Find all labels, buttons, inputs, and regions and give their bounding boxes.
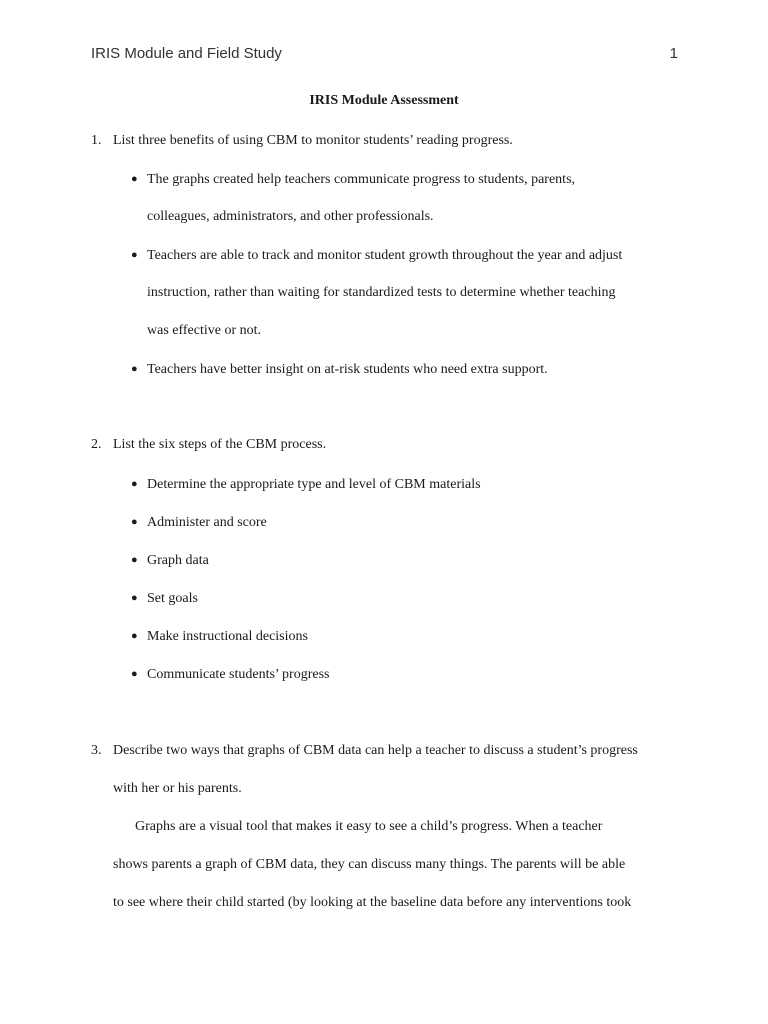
bullet-icon: ● (131, 478, 138, 490)
list-item-text: Set goals (147, 591, 198, 606)
list-item-text: The graphs created help teachers communicate progress to students, parents, (147, 172, 576, 187)
document-title: IRIS Module Assessment (309, 93, 459, 108)
question-prompt: Describe two ways that graphs of CBM data can help a teacher to discuss a student’s progress (113, 743, 638, 758)
list-item-continuation: colleagues, administrators, and other professionals. (147, 209, 434, 224)
list-item-text: Determine the appropriate type and level of CBM materials (147, 477, 481, 492)
list-item (131, 626, 308, 647)
page-number: 1 (669, 45, 678, 62)
bullet-icon: ● (131, 554, 138, 566)
question-1 (91, 131, 691, 151)
list-item-text: Teachers are able to track and monitor student growth throughout the year and adjust (147, 248, 623, 263)
list-item (131, 359, 548, 380)
list-item-text: Make instructional decisions (147, 629, 308, 644)
question-number: 3. (91, 743, 102, 758)
bullet-icon: ● (131, 592, 138, 604)
bullet-icon: ● (131, 363, 138, 375)
list-item (131, 550, 209, 571)
bullet-icon: ● (131, 516, 138, 528)
question-number: 2. (91, 437, 102, 452)
question-prompt: List three benefits of using CBM to monitor students’ reading progress. (113, 133, 513, 148)
list-item (131, 169, 575, 190)
bullet-icon: ● (131, 249, 138, 261)
question-3 (91, 741, 691, 761)
list-item-text: Administer and score (147, 515, 267, 530)
list-item (131, 245, 622, 266)
list-item-text: Communicate students’ progress (147, 667, 330, 682)
list-item (131, 664, 330, 685)
bullet-icon: ● (131, 173, 138, 185)
question-prompt: List the six steps of the CBM process. (113, 437, 327, 452)
list-item (131, 474, 481, 495)
bullet-icon: ● (131, 630, 138, 642)
running-header (91, 45, 678, 65)
answer-paragraph-line: shows parents a graph of CBM data, they can discuss many things. The parents will be able (113, 857, 626, 872)
list-item-text: Graph data (147, 553, 209, 568)
list-item (131, 512, 267, 533)
list-item-text: Teachers have better insight on at-risk students who need extra support. (147, 362, 548, 377)
answer-paragraph-line: Graphs are a visual tool that makes it easy to see a child’s progress. When a teacher (135, 819, 603, 834)
question-prompt-continuation: with her or his parents. (113, 781, 242, 796)
answer-paragraph-line: to see where their child started (by looking at the baseline data before any interventions took (113, 895, 632, 910)
question-number: 1. (91, 133, 102, 148)
list-item (131, 588, 198, 609)
list-item-continuation: was effective or not. (147, 323, 262, 338)
running-head-title: IRIS Module and Field Study (91, 45, 282, 62)
bullet-icon: ● (131, 668, 138, 680)
question-2 (91, 435, 691, 455)
list-item-continuation: instruction, rather than waiting for standardized tests to determine whether teaching (147, 285, 616, 300)
